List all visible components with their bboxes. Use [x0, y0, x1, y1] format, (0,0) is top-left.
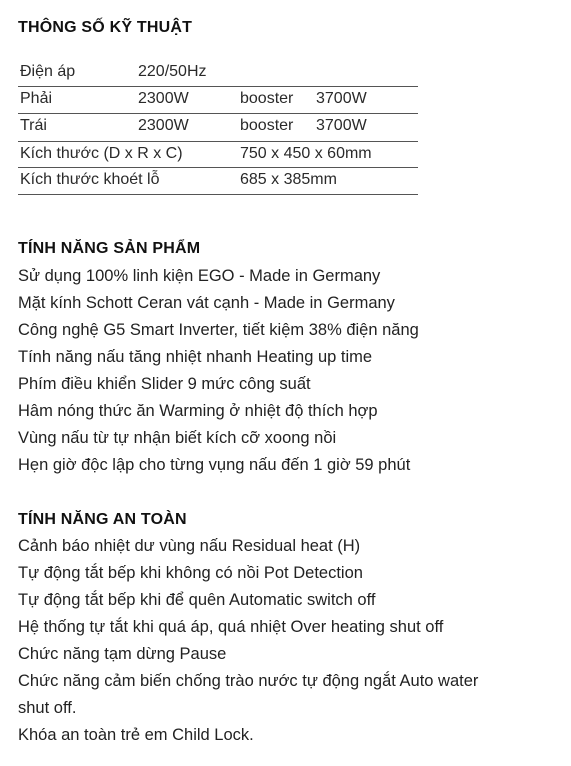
list-item: Công nghệ G5 Smart Inverter, tiết kiệm 38% điện năng — [18, 321, 419, 339]
spec-row-left — [18, 114, 418, 141]
features-list — [18, 263, 558, 479]
spec-label: Điện áp — [20, 63, 76, 80]
spec-value: 2300W — [138, 117, 189, 134]
list-item: Hệ thống tự tắt khi quá áp, quá nhiệt Over heating shut off — [18, 618, 444, 636]
spec-value: 2300W — [138, 90, 189, 107]
list-item: shut off. — [18, 699, 77, 717]
list-item: Mặt kính Schott Ceran vát cạnh - Made in Germany — [18, 294, 395, 312]
list-item: Vùng nấu từ tự nhận biết kích cỡ xoong nồi — [18, 429, 337, 447]
list-item: Khóa an toàn trẻ em Child Lock. — [18, 726, 254, 744]
spec-row-right — [18, 87, 418, 114]
spec-extra-value: 3700W — [316, 90, 367, 107]
list-item: Hâm nóng thức ăn Warming ở nhiệt độ thích hợp — [18, 402, 378, 420]
specs-heading: THÔNG SỐ KỸ THUẬT — [18, 19, 193, 36]
list-item: Chức năng tạm dừng Pause — [18, 645, 227, 663]
spec-label: Kích thước (D x R x C) — [20, 145, 183, 162]
list-item: Hẹn giờ độc lập cho từng vụng nấu đến 1 giờ 59 phút — [18, 456, 411, 474]
list-item: Cảnh báo nhiệt dư vùng nấu Residual heat (H) — [18, 537, 361, 555]
list-item: Tự động tắt bếp khi để quên Automatic switch off — [18, 591, 376, 609]
spec-extra-value: 3700W — [316, 117, 367, 134]
list-item: Chức năng cảm biến chống trào nước tự động ngắt Auto water — [18, 672, 479, 690]
features-heading: TÍNH NĂNG SẢN PHẨM — [18, 240, 201, 257]
spec-value: 220/50Hz — [138, 63, 207, 80]
safety-heading: TÍNH NĂNG AN TOÀN — [18, 511, 187, 528]
spec-label: Kích thước khoét lỗ — [20, 171, 160, 188]
spec-row-voltage — [18, 60, 418, 87]
spec-row-cutout — [18, 168, 418, 195]
list-item: Sử dụng 100% linh kiện EGO - Made in Germany — [18, 267, 381, 285]
spec-value: 685 x 385mm — [240, 171, 337, 188]
spec-extra-label: booster — [240, 117, 294, 134]
spec-extra-label: booster — [240, 90, 294, 107]
spec-value: 750 x 450 x 60mm — [240, 145, 372, 162]
safety-list — [18, 533, 558, 749]
spec-row-dimensions — [18, 141, 418, 168]
list-item: Phím điều khiển Slider 9 mức công suất — [18, 375, 311, 393]
spec-label: Trái — [20, 117, 47, 134]
list-item: Tính năng nấu tăng nhiệt nhanh Heating up time — [18, 348, 373, 366]
specs-table — [18, 60, 418, 195]
spec-label: Phải — [20, 90, 53, 107]
list-item: Tự động tắt bếp khi không có nồi Pot Detection — [18, 564, 363, 582]
